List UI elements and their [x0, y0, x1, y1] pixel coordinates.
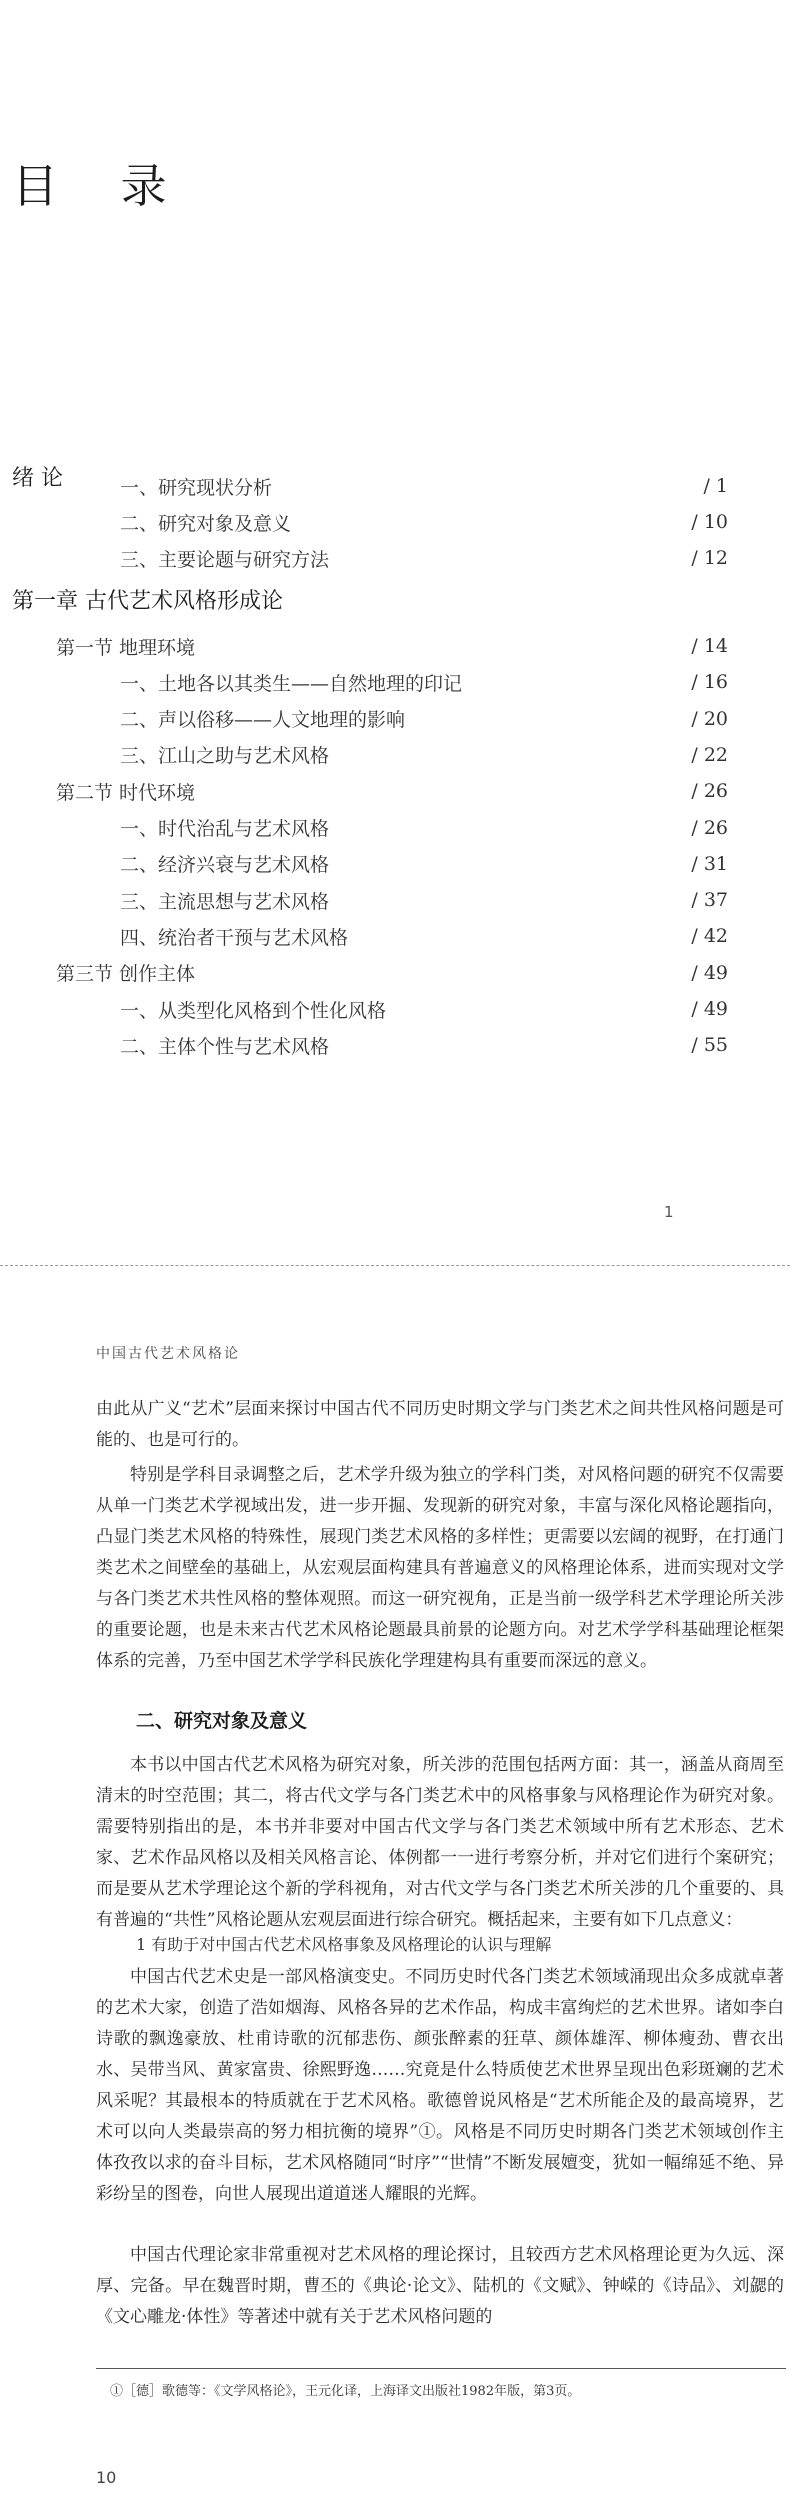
chapter1-toc-label: 三、江山之助与艺术风格 [120, 745, 330, 768]
intro-heading: 绪 论 [12, 466, 63, 491]
subsection-heading-1: 1 有助于对中国古代艺术风格事象及风格理论的认识与理解 [136, 1935, 552, 1954]
paragraph-4: 中国古代艺术史是一部风格演变史。不同历史时代各门类艺术领域涌现出众多成就卓著的艺术大家，创造了浩如烟海、风格各异的艺术作品，构成丰富绚烂的艺术世界。诸如李白诗歌的飘逸豪放、杜甫诗歌的沉郁悲伤、颜张醉素的狂草、颜体雄浑、柳体瘦劲、曹衣出水、吴带当风、黄家富贵、徐熙野逸……究竟是什么特质使艺术世界呈现出色彩斑斓的艺术风采呢？其最根本的特质就在于艺术风格。歌德曾说风格是“艺术所能企及的最高境界，艺术可以向人类最崇高的努力相抗衡的境界”①。风格是不同历史时期各门类艺术领域创作主体孜孜以求的奋斗目标，艺术风格随同“时序”“世情”不断发展嬗变，犹如一幅绵延不绝、异彩纷呈的图卷，向世人展现出道道迷人耀眼的光辉。 [96, 1967, 784, 2204]
chapter1-toc-page: / 37 [691, 889, 728, 912]
intro-toc-row[interactable] [120, 468, 728, 504]
chapter1-toc-page: / 20 [691, 707, 728, 730]
intro-toc-row[interactable] [120, 504, 728, 540]
chapter1-heading: 第一章 古代艺术风格形成论 [12, 589, 283, 614]
chapter1-toc-label: 第三节 创作主体 [56, 963, 196, 986]
page-number-1: 1 [664, 1203, 674, 1221]
chapter1-toc-page: / 31 [691, 852, 728, 875]
chapter1-toc-label: 一、土地各以其类生——自然地理的印记 [120, 672, 463, 695]
footnote: ①［德］歌德等：《文学风格论》，王元化译，上海译文出版社1982年版，第3页。 [110, 2384, 581, 2399]
chapter1-toc-label: 一、时代治乱与艺术风格 [120, 818, 330, 840]
chapter1-toc-row[interactable] [120, 846, 728, 882]
chapter1-toc-row[interactable] [120, 664, 728, 700]
paragraph-3: 本书以中国古代艺术风格为研究对象，所关涉的范围包括两方面：其一，涵盖从商周至清末的时空范围；其二，将古代文学与各门类艺术中的风格事象与风格理论作为研究对象。需要特别指出的是，本书并非要对中国古代文学与各门类艺术领域中所有艺术形态、艺术家、艺术作品风格以及相关风格言论、体例都一一进行考察分析，并对它们进行个案研究；而是要从艺术学理论这个新的学科视角，对古代文学与各门类艺术所关涉的几个重要的、具有普遍的“共性”风格论题从宏观层面进行综合研究。概括起来，主要有如下几点意义： [96, 1755, 784, 1930]
chapter1-toc-page: / 16 [691, 671, 728, 694]
chapter1-toc-row[interactable] [56, 955, 728, 991]
chapter1-toc-page: / 14 [691, 635, 728, 657]
page-divider [0, 1265, 790, 1266]
intro-toc-label: 三、主要论题与研究方法 [120, 548, 330, 571]
chapter1-toc-row[interactable] [120, 918, 728, 954]
intro-toc-row[interactable] [120, 540, 728, 576]
chapter1-toc-label: 三、主流思想与艺术风格 [120, 890, 330, 913]
chapter1-toc-page: / 42 [691, 925, 728, 948]
chapter1-toc-page: / 26 [691, 780, 728, 803]
chapter1-toc-label: 二、声以俗移——人文地理的影响 [120, 709, 406, 732]
chapter1-toc-label: 第二节 时代环境 [56, 781, 196, 804]
chapter1-toc-row[interactable] [120, 701, 728, 737]
chapter1-toc-row[interactable] [120, 882, 728, 918]
section-heading-2: 二、研究对象及意义 [136, 1710, 308, 1732]
intro-toc-label: 一、研究现状分析 [120, 476, 273, 499]
chapter1-toc-label: 二、主体个性与艺术风格 [120, 1035, 330, 1058]
chapter1-toc-label: 第一节 地理环境 [56, 636, 196, 659]
intro-toc-page: / 12 [691, 547, 728, 569]
chapter1-toc-label: 一、从类型化风格到个性化风格 [120, 999, 387, 1022]
chapter1-toc-label: 四、统治者干预与艺术风格 [120, 926, 349, 949]
paragraph-2: 特别是学科目录调整之后，艺术学升级为独立的学科门类，对风格问题的研究不仅需要从单一门类艺术学视域出发，进一步开掘、发现新的研究对象，丰富与深化风格论题指向，凸显门类艺术风格的特殊性，展现门类艺术风格的多样性；更需要以宏阔的视野，在打通门类艺术之间壁垒的基础上，从宏观层面构建具有普遍意义的风格理论体系，进而实现对文学与各门类艺术共性风格的整体观照。而这一研究视角，正是当前一级学科艺术学理论所关涉的重要论题，也是未来古代艺术风格论题最具前景的论题方向。对艺术学学科基础理论框架体系的完善，乃至中国艺术学学科民族化学理建构具有重要而深远的意义。 [96, 1465, 784, 1671]
chapter1-toc-row[interactable] [120, 737, 728, 773]
chapter1-toc-page: / 22 [691, 743, 728, 766]
chapter1-toc-row[interactable] [120, 991, 728, 1027]
chapter1-toc-row[interactable] [120, 810, 728, 846]
chapter1-toc-row[interactable] [56, 773, 728, 809]
chapter1-toc-label: 二、经济兴衰与艺术风格 [120, 854, 330, 877]
page-number-2: 10 [96, 2468, 117, 2487]
paragraph-1: 由此从广义“艺术”层面来探讨中国古代不同历史时期文学与门类艺术之间共性风格问题是可能的、也是可行的。 [96, 1399, 784, 1450]
intro-toc-page: / 10 [691, 511, 728, 533]
paragraph-5: 中国古代理论家非常重视对艺术风格的理论探讨，且较西方艺术风格理论更为久远、深厚、完备。早在魏晋时期，曹丕的《典论·论文》、陆机的《文赋》、钟嵘的《诗品》、刘勰的《文心雕龙·体性》等著述中就有关于艺术风格问题的 [96, 2245, 784, 2327]
chapter1-toc-page: / 26 [691, 816, 728, 839]
chapter1-toc-page: / 55 [691, 1034, 728, 1057]
intro-toc-page: / 1 [703, 475, 728, 497]
running-header: 中国古代艺术风格论 [96, 1346, 240, 1362]
intro-toc-label: 二、研究对象及意义 [120, 512, 292, 535]
chapter1-toc-row[interactable] [56, 628, 728, 664]
toc-title: 目 录 [12, 159, 191, 213]
chapter1-toc-page: / 49 [691, 961, 728, 984]
footnote-rule [96, 2368, 786, 2369]
chapter1-toc-row[interactable] [120, 1027, 728, 1063]
chapter1-toc-page: / 49 [691, 998, 728, 1020]
